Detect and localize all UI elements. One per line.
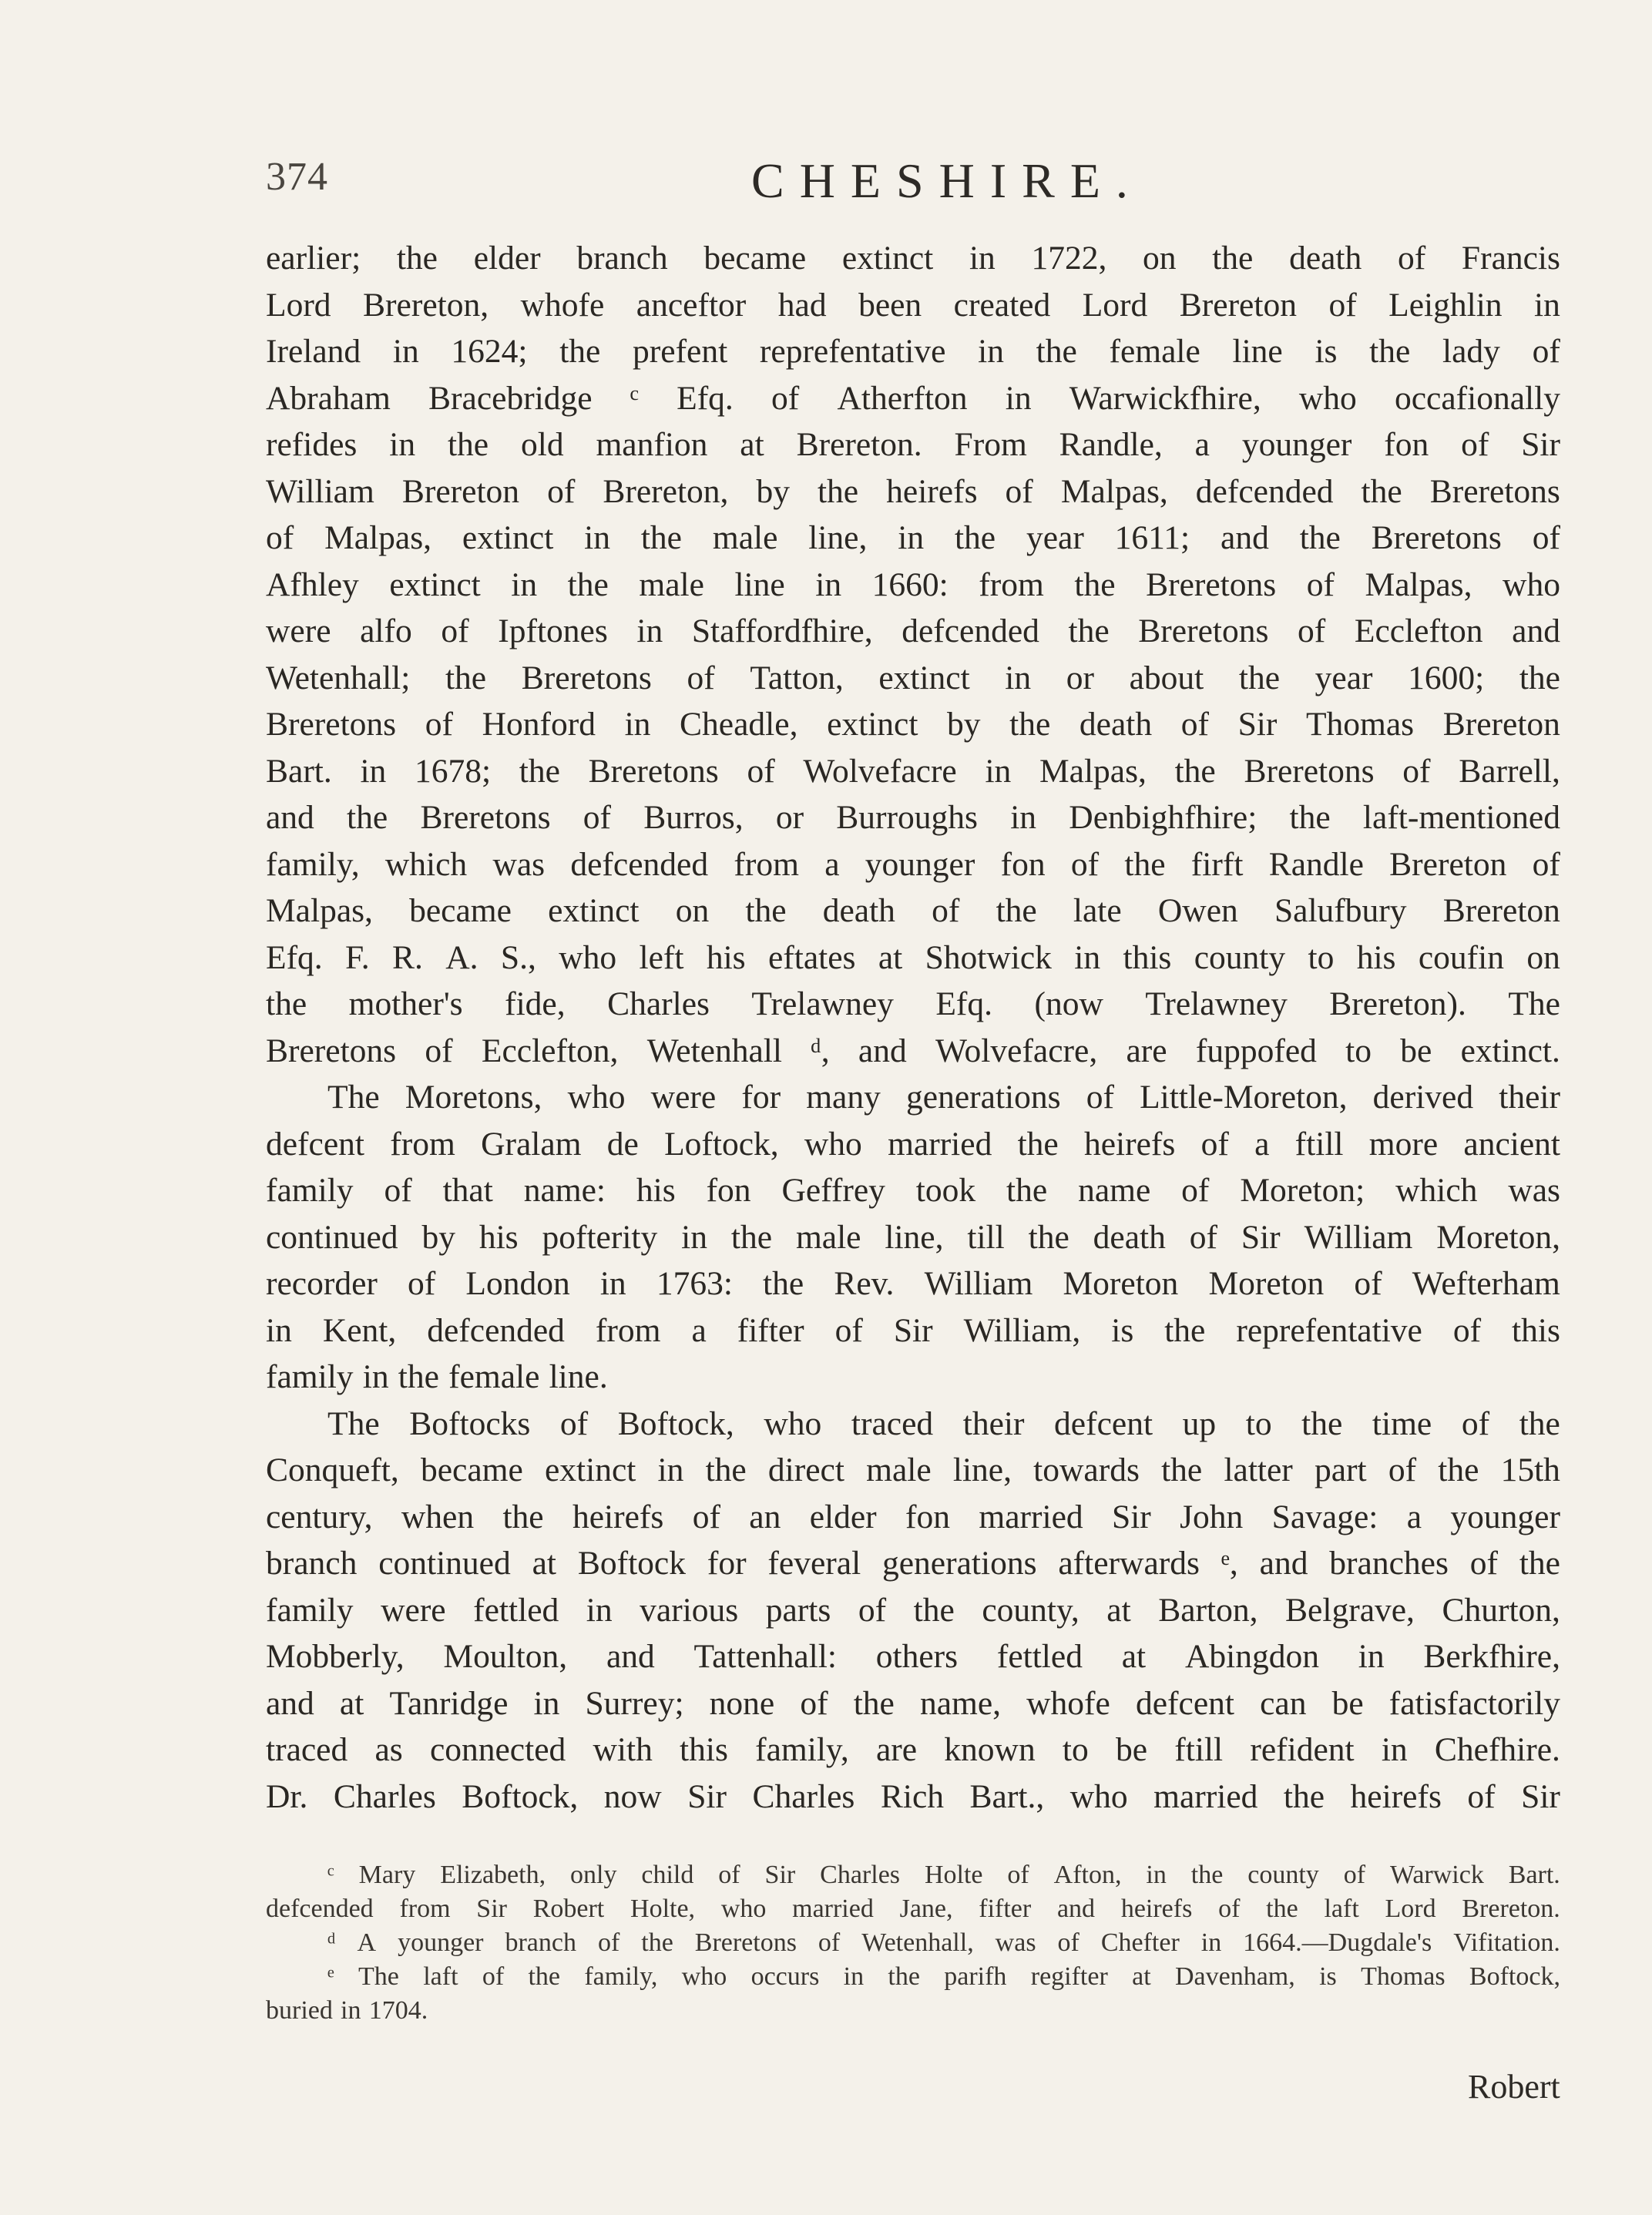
page-number: 374 bbox=[266, 155, 328, 199]
running-title: CHESHIRE. bbox=[751, 153, 1143, 208]
text-line: The Boftocks of Boftock, who traced their defcent up to the time of the bbox=[327, 1405, 1560, 1442]
text-line: and the Breretons of Burros, or Burroughs in Denbighfhire; the laft-mentioned bbox=[266, 799, 1560, 836]
text-line: refides in the old manfion at Brereton. From Randle, a younger fon of Sir bbox=[266, 426, 1560, 463]
text-line: branch continued at Boftock for feveral generations afterwards ᵉ, and branches of the bbox=[266, 1545, 1560, 1582]
text-line: Efq. F. R. A. S., who left his eftates at Shotwick in this county to his coufin on bbox=[266, 938, 1560, 976]
text-line: and at Tanridge in Surrey; none of the name, whofe defcent can be fatisfactorily bbox=[266, 1684, 1560, 1722]
footnote-line: ᶜ Mary Elizabeth, only child of Sir Charles Holte of Afton, in the county of Warwick Bart. bbox=[327, 1861, 1560, 1889]
text-line: William Brereton of Brereton, by the heirefs of Malpas, defcended the Breretons bbox=[266, 472, 1560, 510]
text-line: family of that name: his fon Geffrey took the name of Moreton; which was bbox=[266, 1172, 1560, 1209]
text-line: in Kent, defcended from a fifter of Sir William, is the reprefentative of this bbox=[266, 1311, 1560, 1349]
footnote-line: ᵈ A younger branch of the Breretons of Wetenhall, was of Chefter in 1664.—Dugdale's Vifitation. bbox=[327, 1928, 1560, 1957]
text-line: Ireland in 1624; the prefent reprefentative in the female line is the lady of bbox=[266, 333, 1560, 370]
text-line: Malpas, became extinct on the death of the late Owen Salufbury Brereton bbox=[266, 892, 1560, 929]
text-line: Conqueft, became extinct in the direct male line, towards the latter part of the 15th bbox=[266, 1451, 1560, 1488]
text-line: continued by his pofterity in the male line, till the death of Sir William Moreton, bbox=[266, 1218, 1560, 1256]
footnote-line: defcended from Sir Robert Holte, who married Jane, fifter and heirefs of the laft Lord Brereton. bbox=[266, 1894, 1560, 1923]
text-line: defcent from Gralam de Loftock, who married the heirefs of a ftill more ancient bbox=[266, 1125, 1560, 1163]
text-line: family in the female line. bbox=[266, 1358, 608, 1395]
text-line: traced as connected with this family, are known to be ftill refident in Chefhire. bbox=[266, 1731, 1560, 1768]
text-line: Dr. Charles Boftock, now Sir Charles Rich Bart., who married the heirefs of Sir bbox=[266, 1777, 1560, 1815]
text-line: family were fettled in various parts of the county, at Barton, Belgrave, Churton, bbox=[266, 1591, 1560, 1629]
text-line: earlier; the elder branch became extinct in 1722, on the death of Francis bbox=[266, 240, 1560, 277]
catchword: Robert bbox=[1468, 2068, 1560, 2106]
text-line: recorder of London in 1763: the Rev. William Moreton Moreton of Wefterham bbox=[266, 1265, 1560, 1302]
text-line: Abraham Bracebridge ᶜ Efq. of Atherfton in Warwickfhire, who occafionally bbox=[266, 379, 1560, 417]
footnote-line: buried in 1704. bbox=[266, 1996, 428, 2025]
text-line: Breretons of Honford in Cheadle, extinct by the death of Sir Thomas Brereton bbox=[266, 706, 1560, 743]
footnotes bbox=[266, 1858, 1560, 2028]
text-line: Bart. in 1678; the Breretons of Wolvefacre in Malpas, the Breretons of Barrell, bbox=[266, 752, 1560, 790]
text-line: Wetenhall; the Breretons of Tatton, extinct in or about the year 1600; the bbox=[266, 659, 1560, 696]
footnote-line: ᵉ The laft of the family, who occurs in the parifh regifter at Davenham, is Thomas Boftock, bbox=[327, 1962, 1560, 1991]
text-line: the mother's fide, Charles Trelawney Efq. (now Trelawney Brereton). The bbox=[266, 985, 1560, 1022]
text-line: century, when the heirefs of an elder fon married Sir John Savage: a younger bbox=[266, 1498, 1560, 1535]
text-line: of Malpas, extinct in the male line, in the year 1611; and the Breretons of bbox=[266, 519, 1560, 556]
text-line: were alfo of Ipftones in Staffordfhire, defcended the Breretons of Ecclefton and bbox=[266, 612, 1560, 649]
main-text bbox=[266, 235, 1560, 1820]
text-line: Afhley extinct in the male line in 1660: from the Breretons of Malpas, who bbox=[266, 565, 1560, 603]
text-line: family, which was defcended from a younger fon of the firft Randle Brereton of bbox=[266, 845, 1560, 883]
text-line: Breretons of Ecclefton, Wetenhall ᵈ, and Wolvefacre, are fuppofed to be extinct. bbox=[266, 1032, 1560, 1069]
text-line: Mobberly, Moulton, and Tattenhall: others fettled at Abingdon in Berkfhire, bbox=[266, 1638, 1560, 1675]
text-line: Lord Brereton, whofe anceftor had been created Lord Brereton of Leighlin in bbox=[266, 286, 1560, 324]
text-line: The Moretons, who were for many generations of Little-Moreton, derived their bbox=[327, 1079, 1560, 1116]
